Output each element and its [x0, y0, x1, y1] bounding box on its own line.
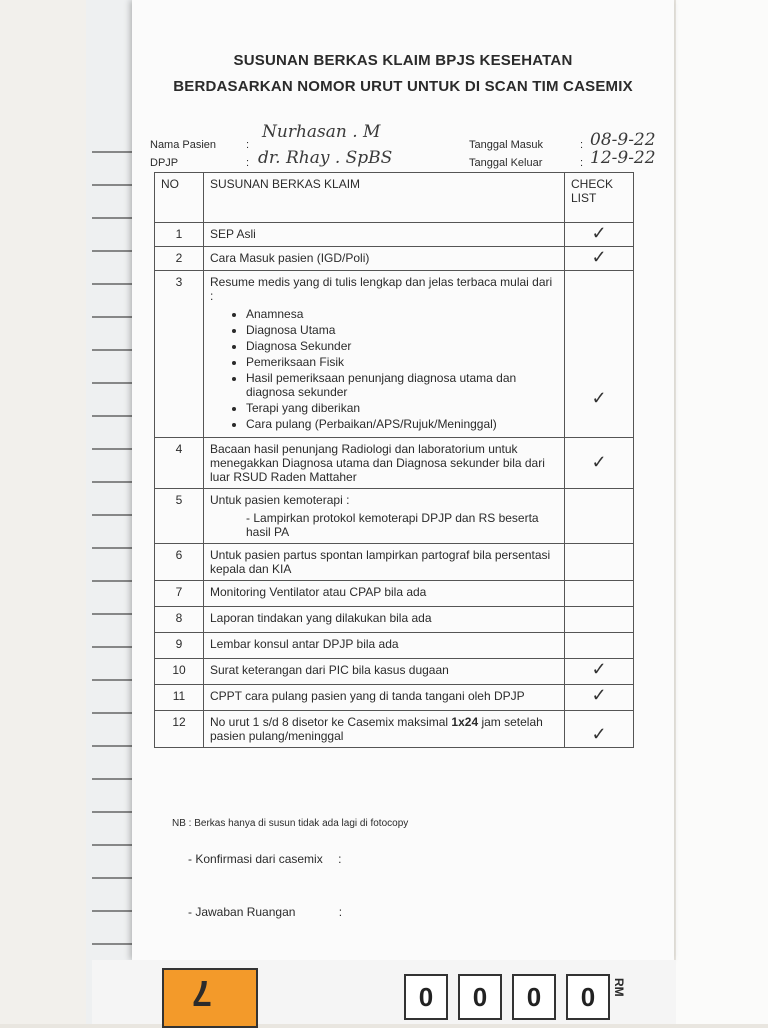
row-number: 3 [155, 271, 204, 438]
table-row [155, 581, 634, 607]
row-number: 4 [155, 438, 204, 489]
row-text: Monitoring Ventilator atau CPAP bila ada [204, 581, 565, 607]
checkbox-cell[interactable] [565, 581, 634, 607]
checkbox-cell[interactable] [565, 685, 634, 711]
table-row [155, 489, 634, 544]
list-item: • Anamnesa [246, 307, 558, 321]
table-row [155, 438, 634, 489]
list-item: • Diagnosa Utama [246, 323, 558, 337]
check-mark-icon: ✓ [591, 659, 607, 680]
orange-register-box [162, 968, 258, 1028]
row-text: CPPT cara pulang pasien yang di tanda tangani oleh DPJP [204, 685, 565, 711]
background-left [0, 0, 92, 1024]
tanggal-masuk-value: 08-9-22 [590, 130, 656, 150]
document-title: SUSUNAN BERKAS KLAIM BPJS KESEHATAN [233, 52, 573, 69]
jawaban-label: Jawaban Ruangan [195, 905, 296, 919]
register-digit: 0 [512, 974, 556, 1020]
row-text: Cara Masuk pasien (IGD/Poli) [204, 247, 565, 271]
check-mark-icon: ✓ [591, 388, 607, 409]
check-mark-icon: ✓ [591, 724, 607, 745]
konfirmasi-line: - Konfirmasi dari casemix : [188, 852, 342, 866]
row-number: 6 [155, 544, 204, 581]
dpjp-colon: : [246, 157, 250, 169]
nama-pasien-value: Nurhasan . M [262, 122, 381, 142]
header-no: NO [155, 173, 204, 223]
row-cell-kemoterapi [204, 489, 565, 544]
tanggal-keluar-label: Tanggal Keluar [469, 157, 543, 169]
table-row [155, 685, 634, 711]
check-mark-icon: ✓ [591, 247, 607, 268]
row-number: 10 [155, 659, 204, 685]
row-text: Laporan tindakan yang dilakukan bila ada [204, 607, 565, 633]
table-header-row [155, 173, 634, 223]
row-number: 9 [155, 633, 204, 659]
checkbox-cell[interactable] [565, 489, 634, 544]
row-text: Bacaan hasil penunjang Radiologi dan laboratorium untuk menegakkan Diagnosa utama dan Diagnosa sekunder bila dari luar RSUD Raden Mattaher [204, 438, 565, 489]
row-text: Untuk pasien partus spontan lampirkan partograf bila persentasi kepala dan KIA [204, 544, 565, 581]
orange-box-digit: 7 [192, 973, 213, 1014]
row-number: 11 [155, 685, 204, 711]
table-row [155, 544, 634, 581]
konfirmasi-label: Konfirmasi dari casemix [195, 852, 323, 866]
table-row [155, 659, 634, 685]
tanggal-keluar-value: 12-9-22 [590, 148, 656, 168]
row-text: Surat keterangan dari PIC bila kasus dugaan [204, 659, 565, 685]
row-text-12 [204, 711, 565, 748]
row-text: Untuk pasien kemoterapi : [210, 493, 350, 507]
nama-pasien-colon: : [246, 139, 250, 151]
jawaban-colon: : [338, 905, 343, 919]
dpjp-value: dr. Rhay . SpBS [258, 148, 393, 168]
checkbox-cell[interactable] [565, 711, 634, 748]
register-digit: 0 [458, 974, 502, 1020]
checkbox-cell[interactable] [565, 659, 634, 685]
nama-pasien-label: Nama Pasien [150, 139, 217, 151]
table-row [155, 711, 634, 748]
row-text: Resume medis yang di tulis lengkap dan jelas terbaca mulai dari : [210, 275, 553, 303]
list-item: • Cara pulang (Perbaikan/APS/Rujuk/Meninggal) [246, 417, 558, 431]
document-subtitle: BERDASARKAN NOMOR URUT UNTUK DI SCAN TIM CASEMIX [173, 78, 633, 95]
checkbox-cell[interactable] [565, 544, 634, 581]
list-item: • Pemeriksaan Fisik [246, 355, 558, 369]
jawaban-line: - Jawaban Ruangan : [188, 905, 343, 919]
checkbox-cell[interactable] [565, 247, 634, 271]
register-digit: 0 [566, 974, 610, 1020]
row-number: 7 [155, 581, 204, 607]
row-text: Lembar konsul antar DPJP bila ada [204, 633, 565, 659]
row-text-bold: 1x24 [451, 715, 479, 729]
register-digit: 0 [404, 974, 448, 1020]
row-number: 2 [155, 247, 204, 271]
table-row [155, 271, 634, 438]
note-text: NB : Berkas hanya di susun tidak ada lagi di fotocopy [172, 818, 409, 829]
konfirmasi-colon: : [338, 852, 342, 866]
checkbox-cell[interactable] [565, 607, 634, 633]
check-mark-icon: ✓ [591, 223, 607, 244]
table-row [155, 633, 634, 659]
row-number: 12 [155, 711, 204, 748]
header-susunan: SUSUNAN BERKAS KLAIM [204, 173, 565, 223]
list-item: • Diagnosa Sekunder [246, 339, 558, 353]
checkbox-cell[interactable] [565, 438, 634, 489]
checkbox-cell[interactable] [565, 223, 634, 247]
kemoterapi-dash-list [210, 511, 558, 539]
row-text: SEP Asli [204, 223, 565, 247]
row-number: 8 [155, 607, 204, 633]
rm-label: RM [612, 978, 626, 997]
tanggal-masuk-colon: : [580, 139, 584, 151]
list-item: • Terapi yang diberikan [246, 401, 558, 415]
resume-bullet-list [210, 307, 558, 431]
checkbox-cell[interactable] [565, 271, 634, 438]
list-item: • Hasil pemeriksaan penunjang diagnosa utama dan diagnosa sekunder [246, 371, 558, 399]
row-number: 1 [155, 223, 204, 247]
tanggal-keluar-colon: : [580, 157, 584, 169]
row-number: 5 [155, 489, 204, 544]
row-text-part: No urut 1 s/d 8 disetor ke Casemix maksimal [210, 715, 452, 729]
dpjp-label: DPJP [150, 157, 179, 169]
claim-document-page [132, 0, 674, 960]
background-right [676, 0, 768, 1024]
row-text-part: jam setelah pasien pulang/meninggal [210, 715, 543, 743]
row-cell-resume [204, 271, 565, 438]
table-row [155, 247, 634, 271]
check-mark-icon: ✓ [591, 685, 607, 706]
claim-checklist-table [154, 172, 634, 748]
list-item: - Lampirkan protokol kemoterapi DPJP dan RS beserta hasil PA [246, 511, 558, 539]
header-check-list: CHECK LIST [565, 173, 634, 223]
table-row [155, 223, 634, 247]
check-mark-icon: ✓ [591, 451, 607, 473]
table-row [155, 607, 634, 633]
tanggal-masuk-label: Tanggal Masuk [469, 139, 543, 151]
checkbox-cell[interactable] [565, 633, 634, 659]
